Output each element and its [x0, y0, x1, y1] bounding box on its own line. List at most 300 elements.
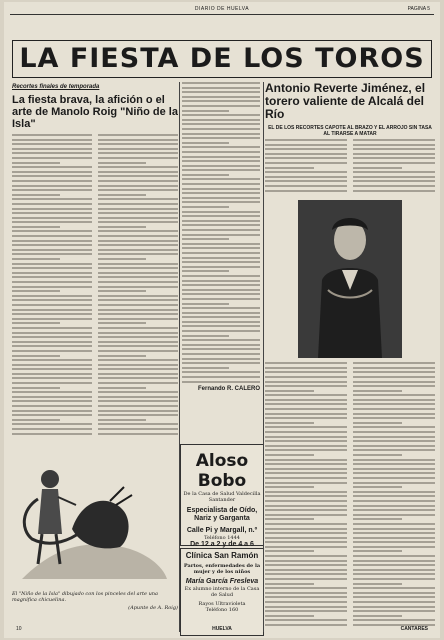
- text-line: [182, 192, 260, 194]
- text-line: [12, 221, 92, 223]
- text-line: [12, 423, 92, 425]
- text-line: [182, 247, 260, 249]
- text-line: [265, 167, 314, 169]
- reverte-headline: Antonio Reverte Jiménez, el torero valiente de Alcalá del Río: [265, 82, 426, 121]
- text-line: [182, 270, 229, 272]
- newspaper-page: [4, 2, 440, 638]
- text-line: [353, 500, 435, 502]
- text-line: [98, 152, 178, 154]
- text-line: [353, 171, 435, 173]
- text-line: [12, 313, 92, 315]
- left-kicker: Recortes finales de temporada: [12, 84, 100, 90]
- text-line: [182, 362, 260, 364]
- text-line: [353, 417, 435, 419]
- text-line: [353, 518, 402, 520]
- text-line: [265, 592, 347, 594]
- roig-body: [12, 134, 178, 437]
- text-line: [265, 583, 314, 585]
- text-line: [182, 229, 260, 231]
- text-line: [98, 263, 178, 265]
- text-line: [353, 449, 435, 451]
- ad1-line3: Calle Pi y Margall, n.º: [186, 527, 258, 534]
- text-line: [12, 382, 92, 384]
- text-line: [265, 509, 347, 511]
- reverte-article: [265, 82, 435, 627]
- text-line: [12, 230, 92, 232]
- text-line: [353, 528, 435, 530]
- text-line: [265, 505, 347, 507]
- text-line: [353, 162, 435, 164]
- text-line: [98, 139, 178, 141]
- footer-center: HUELVA: [212, 626, 232, 632]
- text-line: [353, 459, 435, 461]
- text-line: [98, 410, 178, 412]
- text-line: [182, 128, 260, 130]
- footer-right: CANTARES: [400, 626, 428, 632]
- text-line: [98, 304, 178, 306]
- footer-left: 10: [16, 626, 22, 632]
- text-line: [98, 180, 178, 182]
- text-line: [265, 463, 347, 465]
- text-line: [265, 560, 347, 562]
- text-line: [12, 322, 60, 324]
- text-line: [12, 253, 92, 255]
- ad2-line3: Rayos Ultravioleta: [198, 601, 246, 607]
- text-line: [182, 243, 260, 245]
- text-line: [98, 433, 178, 435]
- text-line: [182, 303, 229, 305]
- text-line: [182, 325, 260, 327]
- text-line: [182, 201, 260, 203]
- text-line: [182, 289, 260, 291]
- text-line: [265, 537, 347, 539]
- text-line: [98, 185, 178, 187]
- text-line: [265, 436, 347, 438]
- text-line: [353, 472, 435, 474]
- text-line: [98, 322, 146, 324]
- text-line: [265, 185, 347, 187]
- text-line: [265, 376, 347, 378]
- text-line: [265, 153, 347, 155]
- text-line: [12, 433, 92, 435]
- text-line: [12, 166, 92, 168]
- text-line: [182, 257, 260, 259]
- text-line: [265, 587, 347, 589]
- masthead: [10, 4, 434, 15]
- text-line: [12, 249, 92, 251]
- text-line: [353, 550, 402, 552]
- text-line: [353, 367, 435, 369]
- text-line: [12, 208, 92, 210]
- bull-caption: El "Niño de la Isla" dibujado con los pinceles del arte una magnífica chicuelina.: [12, 591, 158, 604]
- text-line: [265, 413, 347, 415]
- text-line: [12, 295, 92, 297]
- text-line: [12, 304, 92, 306]
- text-line: [12, 194, 60, 196]
- roig-body-col-2: [98, 134, 178, 437]
- text-line: [353, 606, 435, 608]
- text-line: [98, 281, 178, 283]
- text-line: [182, 110, 229, 112]
- ad-brand: Aloso Bobo: [195, 451, 249, 491]
- ad1-line2: Especialista de Oído, Nariz y Garganta: [186, 507, 258, 522]
- text-line: [182, 376, 260, 378]
- text-line: [265, 546, 347, 548]
- text-line: [353, 619, 435, 621]
- text-line: [353, 587, 435, 589]
- text-line: [182, 261, 260, 263]
- text-line: [12, 405, 92, 407]
- doctor-ad: [180, 444, 264, 546]
- text-line: [12, 400, 92, 402]
- text-line: [98, 359, 178, 361]
- reverte-intro-col-2: [353, 139, 435, 194]
- text-line: [98, 286, 178, 288]
- text-line: [12, 350, 92, 352]
- text-line: [353, 495, 435, 497]
- text-line: [98, 423, 178, 425]
- text-line: [12, 286, 92, 288]
- text-line: [12, 226, 60, 228]
- text-line: [98, 355, 146, 357]
- text-line: [12, 217, 92, 219]
- text-line: [12, 368, 92, 370]
- text-line: [265, 486, 314, 488]
- text-line: [98, 309, 178, 311]
- text-line: [265, 367, 347, 369]
- text-line: [265, 399, 347, 401]
- roig-article: [12, 82, 178, 612]
- text-line: [98, 345, 178, 347]
- text-line: [353, 394, 435, 396]
- text-line: [182, 206, 229, 208]
- ad2-line2: Ex alumno interno de la Casa de Salud: [184, 586, 260, 598]
- text-line: [12, 419, 60, 421]
- text-line: [182, 169, 260, 171]
- text-line: [182, 119, 260, 121]
- middle-body: [182, 82, 260, 383]
- text-line: [98, 299, 178, 301]
- text-line: [265, 139, 347, 141]
- text-line: [182, 316, 260, 318]
- text-line: [353, 403, 435, 405]
- text-line: [182, 344, 260, 346]
- clinic-ad: [180, 548, 264, 636]
- text-line: [353, 583, 402, 585]
- text-line: [265, 610, 347, 612]
- text-line: [182, 330, 260, 332]
- text-line: [353, 426, 435, 428]
- text-line: [182, 211, 260, 213]
- text-line: [98, 198, 178, 200]
- text-line: [12, 309, 92, 311]
- text-line: [12, 396, 92, 398]
- text-line: [265, 176, 347, 178]
- text-line: [265, 495, 347, 497]
- text-line: [12, 134, 92, 136]
- text-line: [265, 619, 347, 621]
- text-line: [265, 385, 347, 387]
- text-line: [182, 82, 260, 84]
- text-line: [265, 171, 347, 173]
- text-line: [265, 459, 347, 461]
- text-line: [98, 217, 178, 219]
- text-line: [353, 148, 435, 150]
- text-line: [12, 327, 92, 329]
- text-line: [265, 190, 347, 192]
- text-line: [265, 578, 347, 580]
- text-line: [265, 408, 347, 410]
- text-line: [98, 391, 178, 393]
- ad2-line4: Teléfono 160: [205, 607, 239, 613]
- text-line: [98, 377, 178, 379]
- text-line: [12, 162, 60, 164]
- text-line: [98, 162, 146, 164]
- text-line: [353, 190, 435, 192]
- text-line: [98, 258, 146, 260]
- reverte-intro-col-1: [265, 139, 347, 194]
- text-line: [353, 564, 435, 566]
- reverte-subhead: EL DE LOS RECORTES CAPOTE AL BRAZO Y EL ARROJO SIN TASA AL TIRARSE A MATAR: [268, 125, 432, 137]
- text-line: [98, 364, 178, 366]
- text-line: [353, 482, 435, 484]
- main-title: LA FIESTA DE LOS TOROS: [19, 43, 425, 74]
- text-line: [98, 253, 178, 255]
- text-line: [265, 426, 347, 428]
- text-line: [353, 399, 435, 401]
- text-line: [98, 276, 178, 278]
- text-line: [265, 472, 347, 474]
- text-line: [265, 564, 347, 566]
- reverte-intro: [265, 139, 435, 194]
- page-footer: [12, 626, 432, 636]
- text-line: [353, 523, 435, 525]
- text-line: [12, 332, 92, 334]
- text-line: [265, 601, 347, 603]
- text-line: [182, 353, 260, 355]
- text-line: [182, 220, 260, 222]
- text-line: [12, 355, 60, 357]
- text-line: [353, 509, 435, 511]
- text-line: [353, 376, 435, 378]
- text-line: [98, 171, 178, 173]
- text-line: [182, 275, 260, 277]
- bull-caricature-image: [12, 439, 172, 589]
- text-line: [353, 601, 435, 603]
- text-line: [12, 364, 92, 366]
- text-line: [265, 555, 347, 557]
- text-line: [353, 537, 435, 539]
- text-line: [353, 413, 435, 415]
- text-line: [265, 514, 347, 516]
- torero-portrait-image: [298, 200, 402, 358]
- text-line: [98, 157, 178, 159]
- text-line: [98, 272, 178, 274]
- text-line: [98, 249, 178, 251]
- text-line: [353, 578, 435, 580]
- roig-headline: La fiesta brava, la afición o el arte de Manolo Roig "Niño de la Isla": [12, 94, 178, 130]
- text-line: [98, 387, 146, 389]
- text-line: [12, 263, 92, 265]
- text-line: [182, 280, 260, 282]
- text-line: [98, 175, 178, 177]
- text-line: [353, 381, 435, 383]
- text-line: [12, 235, 92, 237]
- text-line: [182, 339, 260, 341]
- text-line: [182, 142, 229, 144]
- text-line: [12, 198, 92, 200]
- text-line: [353, 491, 435, 493]
- text-line: [12, 157, 92, 159]
- text-line: [12, 139, 92, 141]
- text-line: [182, 91, 260, 93]
- text-line: [12, 185, 92, 187]
- text-line: [182, 266, 260, 268]
- text-line: [182, 165, 260, 167]
- text-line: [265, 422, 314, 424]
- text-line: [182, 367, 229, 369]
- text-line: [12, 189, 92, 191]
- text-line: [353, 167, 402, 169]
- text-line: [265, 440, 347, 442]
- text-line: [353, 610, 435, 612]
- text-line: [265, 528, 347, 530]
- reverte-body-col-2: [353, 362, 435, 627]
- text-line: [265, 523, 347, 525]
- text-line: [182, 215, 260, 217]
- text-line: [12, 377, 92, 379]
- bull-credit: (Apunte de A. Roig): [128, 605, 178, 612]
- text-line: [265, 573, 347, 575]
- text-line: [182, 224, 260, 226]
- text-line: [12, 414, 92, 416]
- text-line: [182, 178, 260, 180]
- text-line: [12, 387, 60, 389]
- text-line: [353, 153, 435, 155]
- text-line: [98, 400, 178, 402]
- text-line: [182, 156, 260, 158]
- text-line: [182, 348, 260, 350]
- text-line: [98, 221, 178, 223]
- text-line: [98, 295, 178, 297]
- text-line: [98, 267, 178, 269]
- text-line: [265, 148, 347, 150]
- text-line: [98, 327, 178, 329]
- text-line: [265, 417, 347, 419]
- text-line: [182, 197, 260, 199]
- text-line: [12, 244, 92, 246]
- text-line: [182, 307, 260, 309]
- text-line: [182, 160, 260, 162]
- clinic-doctor: María García Fresleva: [185, 578, 259, 585]
- text-line: [12, 281, 92, 283]
- text-line: [182, 298, 260, 300]
- text-line: [265, 431, 347, 433]
- text-line: [265, 482, 347, 484]
- text-line: [353, 596, 435, 598]
- text-line: [98, 350, 178, 352]
- text-line: [265, 390, 314, 392]
- text-line: [98, 290, 146, 292]
- text-line: [98, 336, 178, 338]
- text-line: [353, 555, 435, 557]
- text-line: [353, 615, 402, 617]
- text-line: [353, 436, 435, 438]
- text-line: [98, 396, 178, 398]
- text-line: [265, 615, 314, 617]
- text-line: [353, 546, 435, 548]
- text-line: [353, 408, 435, 410]
- text-line: [182, 358, 260, 360]
- text-line: [182, 174, 229, 176]
- clinic-name: Clínica San Ramón: [185, 551, 259, 560]
- text-line: [98, 166, 178, 168]
- text-line: [12, 359, 92, 361]
- text-line: [182, 312, 260, 314]
- text-line: [265, 606, 347, 608]
- text-line: [265, 180, 347, 182]
- text-line: [98, 373, 178, 375]
- text-line: [98, 148, 178, 150]
- text-line: [265, 157, 347, 159]
- ad2-line1: Partos, enfermedades de la mujer y de los niños: [183, 563, 261, 575]
- article-signature: Fernando R. CALERO: [197, 385, 260, 392]
- reverte-body-col-1: [265, 362, 347, 627]
- text-line: [98, 235, 178, 237]
- text-line: [265, 403, 347, 405]
- text-line: [12, 152, 92, 154]
- column-rule-2: [263, 82, 264, 632]
- text-line: [182, 114, 260, 116]
- text-line: [98, 203, 178, 205]
- text-line: [12, 391, 92, 393]
- text-line: [353, 445, 435, 447]
- text-line: [182, 371, 260, 373]
- text-line: [182, 96, 260, 98]
- text-line: [98, 240, 178, 242]
- text-line: [182, 234, 260, 236]
- text-line: [182, 146, 260, 148]
- text-line: [98, 368, 178, 370]
- text-line: [12, 203, 92, 205]
- text-line: [353, 477, 435, 479]
- text-line: [98, 419, 146, 421]
- text-line: [12, 299, 92, 301]
- text-line: [182, 151, 260, 153]
- text-line: [12, 240, 92, 242]
- text-line: [353, 362, 435, 364]
- text-line: [98, 313, 178, 315]
- text-line: [12, 336, 92, 338]
- text-line: [353, 463, 435, 465]
- text-line: [182, 105, 260, 107]
- text-line: [265, 381, 347, 383]
- text-line: [182, 284, 260, 286]
- middle-column: [182, 82, 260, 442]
- text-line: [353, 505, 435, 507]
- text-line: [98, 318, 178, 320]
- text-line: [12, 276, 92, 278]
- text-line: [182, 381, 260, 383]
- text-line: [265, 550, 314, 552]
- text-line: [353, 573, 435, 575]
- text-line: [353, 144, 435, 146]
- text-line: [353, 514, 435, 516]
- text-line: [98, 143, 178, 145]
- text-line: [265, 394, 347, 396]
- roig-body-col-1: [12, 134, 92, 437]
- text-line: [353, 385, 435, 387]
